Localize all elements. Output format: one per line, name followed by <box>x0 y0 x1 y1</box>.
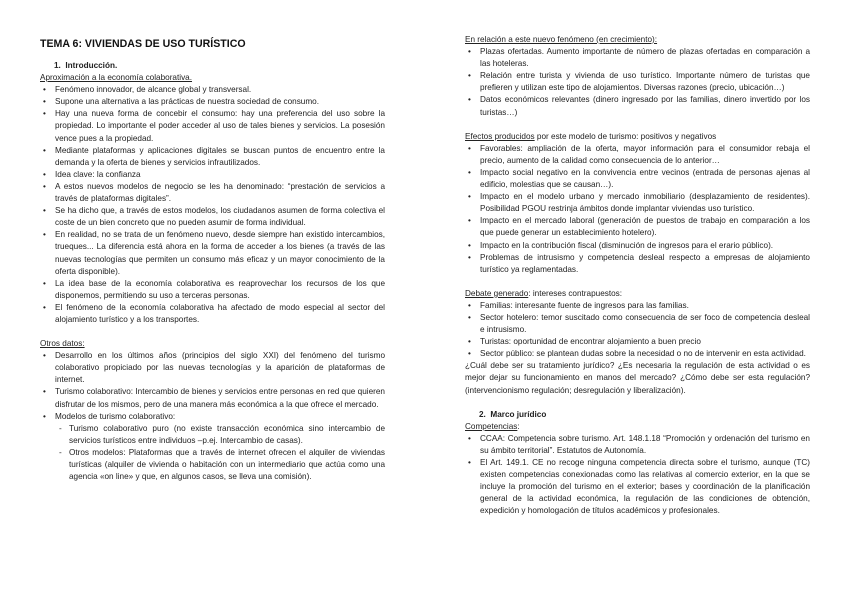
efectos-heading-underlined: Efectos producidos <box>465 131 535 141</box>
list-item: • Idea clave: la confianza <box>55 169 385 181</box>
list-item: • Impacto en el mercado laboral (generación de puestos de trabajo en comparación a los que puede generar un establecimiento hotelero). <box>480 215 810 239</box>
list-item: • Sector público: se plantean dudas sobre la necesidad o no de intervenir en esta actividad. <box>480 348 810 360</box>
list-item: • El Art. 149.1. CE no recoge ninguna competencia directa sobre el turismo, aunque (TC) existen competencias conexionadas como las relativas al comercio exterior, en la que se incluye la promoción del turismo en el exterior; bases y coordinación de la planificación general de la actividad económica, la regulación de las condiciones de obtención, expedición y homologación de títulos académicos y profesionales. <box>480 457 810 517</box>
list-item: • En realidad, no se trata de un fenómeno nuevo, desde siempre han existido intercambios, trueques... La diferencia está ahora en la forma de acceder a los bienes (a través de las nuevas tecnologías que permiten un consumo más eficaz y un mayor conocimiento de la oferta disponible). <box>55 229 385 277</box>
section-1-heading: 1. Introducción. <box>54 61 118 70</box>
list-item: • La idea base de la economía colaborativa es reaprovechar los recursos de los que disponemos, permitiendo su uso a terceras personas. <box>55 278 385 302</box>
list-item: • Familias: interesante fuente de ingresos para las familias. <box>480 300 810 312</box>
list-item: • Turistas: oportunidad de encontrar alojamiento a buen precio <box>480 336 810 348</box>
right-column <box>465 34 810 517</box>
list-item: • Impacto social negativo en la convivencia entre vecinos (entrada de personas ajenas al edificio, molestias que se causan…). <box>480 167 810 191</box>
modelos-label: Modelos de turismo colaborativo: <box>55 411 176 421</box>
debate-heading-underlined: Debate generado <box>465 288 529 298</box>
competencias-heading <box>465 421 810 433</box>
relacion-heading: En relación a este nuevo fenómeno (en crecimiento): <box>465 35 658 44</box>
left-column <box>40 60 385 483</box>
efectos-heading-rest: por este modelo de turismo: positivos y negativos <box>534 131 717 141</box>
intro-list <box>40 84 385 326</box>
competencias-colon: : <box>517 421 520 431</box>
list-item: • Mediante plataformas y aplicaciones digitales se buscan puntos de encuentro entre la demanda y la oferta de bienes y servicios infrautilizados. <box>55 145 385 169</box>
debate-heading <box>465 288 810 300</box>
debate-list <box>465 300 810 360</box>
list-item: • Datos económicos relevantes (dinero ingresado por las familias, dinero invertido por los turistas…) <box>480 94 810 118</box>
otros-datos-list <box>40 350 385 483</box>
list-item <box>55 411 385 484</box>
list-item: • Hay una nueva forma de concebir el consumo: hay una preferencia del uso sobre la propiedad. Lo importante el poder acceder al uso de tales bienes y servicios. La posesión vence pues a la propiedad. <box>55 108 385 144</box>
relacion-list <box>465 46 810 119</box>
efectos-list <box>465 143 810 276</box>
list-item: • Turismo colaborativo: Intercambio de bienes y servicios entre personas en red que quieren disfrutar de los mismos, pero de una manera más económica a la que ofrece el mercado. <box>55 386 385 410</box>
list-item: - Turismo colaborativo puro (no existe transacción económica sino intercambio de servicios turísticos entre individuos –p.ej. Intercambio de casas). <box>69 423 385 447</box>
otros-datos-heading: Otros datos: <box>40 339 85 349</box>
list-item: • Problemas de intrusismo y competencia desleal respecto a empresas de alojamiento turístico ya reglamentadas. <box>480 252 810 276</box>
list-item: • Plazas ofertadas. Aumento importante de número de plazas ofertadas en comparación a las hoteleras. <box>480 46 810 70</box>
list-item: • Relación entre turista y vivienda de uso turístico. Importante número de turistas que prefieren y utilizan este tipo de alojamientos. Diversas razones (precio, ubicación…) <box>480 70 810 94</box>
competencias-heading-underlined: Competencias <box>465 421 518 431</box>
list-item: • Favorables: ampliación de la oferta, mayor información para el consumidor rebaja el precio, aumento de la calidad como consecuencia de lo anterior… <box>480 143 810 167</box>
section-2-heading: 2. Marco jurídico <box>479 409 547 419</box>
modelos-list <box>55 423 385 483</box>
debate-question: ¿Cuál debe ser su tratamiento jurídico? ¿Es necesaria la regulación de esta actividad o es mejor dejar su funcionamiento en manos del mercado? ¿Cómo debe ser esta regulación? (intervencionismo regulación; desregulación y liberalización). <box>465 361 810 395</box>
debate-heading-rest: : intereses contrapuestos: <box>528 288 623 298</box>
efectos-heading <box>465 131 810 143</box>
list-item: • Supone una alternativa a las prácticas de nuestra sociedad de consumo. <box>55 96 385 108</box>
list-item: • Se ha dicho que, a través de estos modelos, los ciudadanos asumen de forma colectiva el coste de un bien concreto que no pueden asumir de forma individual. <box>55 205 385 229</box>
subsection-economia-colaborativa: Aproximación a la economía colaborativa. <box>40 73 193 83</box>
list-item: • El fenómeno de la economía colaborativa ha afectado de modo especial al sector del alojamiento turístico y a los transportes. <box>55 302 385 326</box>
list-item: • Impacto en el modelo urbano y mercado inmobiliario (desplazamiento de residentes). Posibilidad PGOU restrinja ámbitos donde implantar viviendas uso turístico. <box>480 191 810 215</box>
list-item: • Sector hotelero: temor suscitado como consecuencia de ser foco de competencia desleal e intrusismo. <box>480 312 810 336</box>
list-item: • CCAA: Competencia sobre turismo. Art. 148.1.18 “Promoción y ordenación del turismo en su ámbito territorial”. Estatutos de Autonomía. <box>480 433 810 457</box>
list-item: • A estos nuevos modelos de negocio se les ha denominado: “prestación de servicios a través de plataformas digitales”. <box>55 181 385 205</box>
list-item: • Impacto en la contribución fiscal (disminución de ingresos para el erario público). <box>480 240 810 252</box>
document-title: TEMA 6: VIVIENDAS DE USO TURÍSTICO <box>40 38 246 50</box>
list-item: • Fenómeno innovador, de alcance global y transversal. <box>55 84 385 96</box>
list-item: - Otros modelos: Plataformas que a través de internet ofrecen el alquiler de viviendas turísticas (alquiler de vivienda o habitación con un intermediario que actúa como una agencia «on line» y que, en algunos casos, se lleva una comisión). <box>69 447 385 483</box>
competencias-list <box>465 433 810 518</box>
list-item: • Desarrollo en los últimos años (principios del siglo XXI) del fenómeno del turismo colaborativo propiciado por las nuevas tecnologías y la aparición de plataformas de internet. <box>55 350 385 386</box>
